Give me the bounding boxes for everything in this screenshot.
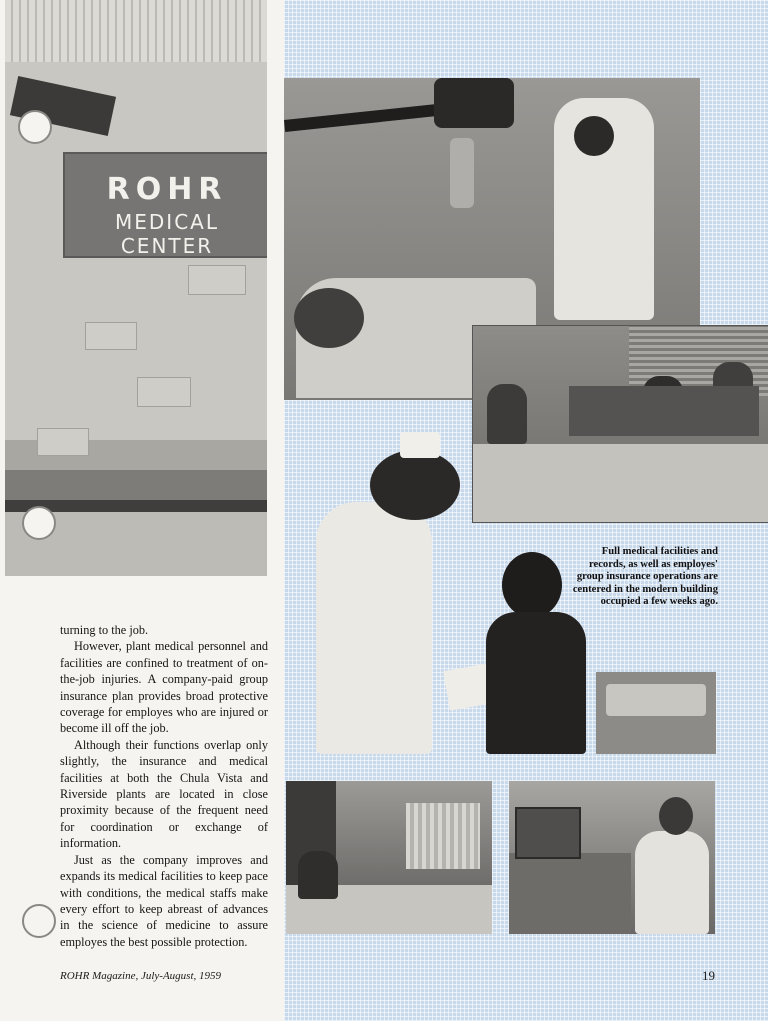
binder-hole — [18, 110, 52, 144]
records-room-photo — [286, 781, 492, 934]
article-paragraph: Although their functions overlap only slightly, the insurance and medical facilities at both the Chula Vista and Riverside plants are located in close proximity because of the frequent need for coordination or exchange of information. — [60, 737, 268, 851]
nurse-hair — [370, 450, 460, 520]
publication-footer: ROHR Magazine, July-August, 1959 — [60, 970, 221, 982]
hearing-test-photo — [509, 781, 715, 934]
building-siding — [5, 0, 267, 62]
records-clerk — [298, 851, 338, 899]
article-paragraph: Just as the company improves and expands its medical facilities to keep pace with conditions, the medical staffs make every effort to keep abreast of advances in the science of medicine to assure employes the best possible protection. — [60, 852, 268, 949]
sign-title: ROHR — [106, 172, 228, 207]
sign-subtitle: MEDICAL CENTER — [115, 210, 219, 258]
article-body — [60, 622, 268, 950]
binder-hole — [22, 904, 56, 938]
nurse-uniform — [316, 502, 432, 754]
nurse-cap — [400, 432, 440, 458]
xray-machine — [434, 78, 514, 128]
audiometer — [515, 807, 581, 859]
patient-head — [294, 288, 364, 348]
article-paragraph: However, plant medical personnel and facilities are confined to treatment of on-the-job injuries. A company-paid group insurance plan provides broad protective coverage for employes who are injured or become ill off the job. — [60, 639, 268, 736]
article-paragraph: turning to the job. — [60, 623, 149, 637]
nurse-head — [574, 116, 614, 156]
binder-hole — [22, 506, 56, 540]
office-desk — [569, 386, 759, 436]
page-number: 19 — [702, 968, 715, 983]
wall-block — [188, 265, 246, 295]
partition-screen — [406, 803, 480, 869]
medical-center-sign — [63, 152, 267, 258]
sink-basin — [606, 684, 706, 716]
xray-tube — [450, 138, 474, 208]
audiometer-table — [509, 853, 631, 934]
patient-dress — [486, 612, 586, 754]
headphones — [659, 797, 693, 835]
patient-hair — [502, 552, 562, 618]
medical-center-building-photo — [5, 0, 267, 576]
wall-block — [37, 428, 89, 456]
test-subject — [635, 831, 709, 934]
wall-block — [137, 377, 191, 407]
photo-caption: Full medical facilities and records, as well as employes' group insurance operations are centered in the modern building occupied a few weeks ago. — [572, 546, 718, 608]
wall-block — [85, 322, 137, 350]
